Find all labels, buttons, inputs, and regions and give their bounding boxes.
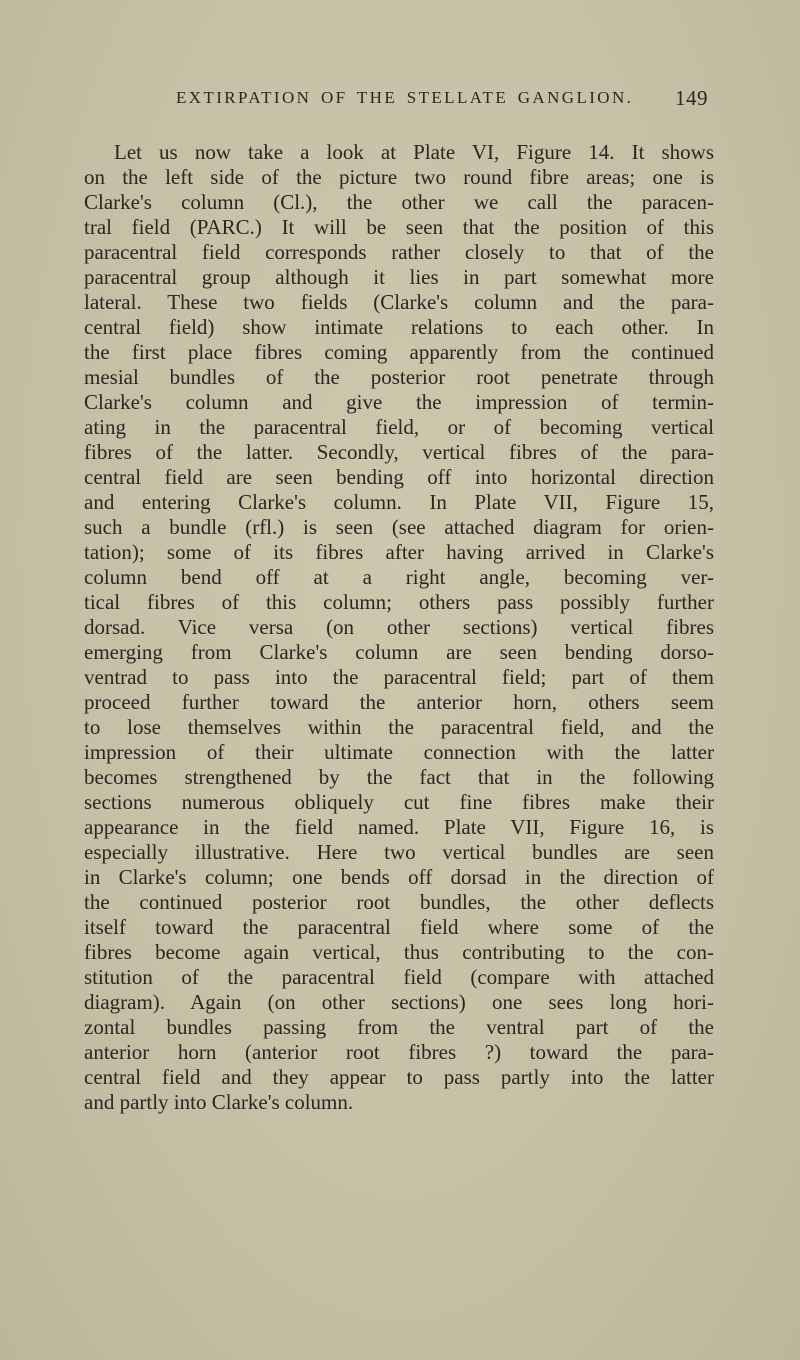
text-line: the first place fibres coming apparently from the continued [84, 340, 714, 364]
text-line: tical fibres of this column; others pass possibly further [84, 590, 714, 614]
text-line: and entering Clarke's column. In Plate VII, Figure 15, [84, 490, 714, 514]
page-header [176, 88, 708, 118]
body-paragraph [84, 140, 714, 1115]
text-line: zontal bundles passing from the ventral part of the [84, 1015, 714, 1039]
running-head: EXTIRPATION OF THE STELLATE GANGLION. [176, 88, 634, 107]
text-line: such a bundle (rfl.) is seen (see attached diagram for orien- [84, 515, 714, 539]
text-line: Clarke's column (Cl.), the other we call the paracen- [84, 190, 714, 214]
text-line: tation); some of its fibres after having arrived in Clarke's [84, 540, 714, 564]
text-line: emerging from Clarke's column are seen bending dorso- [84, 640, 714, 664]
text-line: in Clarke's column; one bends off dorsad in the direction of [84, 865, 714, 889]
text-line: central field are seen bending off into horizontal direction [84, 465, 714, 489]
text-line: paracentral field corresponds rather closely to that of the [84, 240, 714, 264]
text-line: ventrad to pass into the paracentral field; part of them [84, 665, 714, 689]
text-line: appearance in the field named. Plate VII, Figure 16, is [84, 815, 714, 839]
text-line: tral field (PARC.) It will be seen that the position of this [84, 215, 714, 239]
text-line: becomes strengthened by the fact that in the following [84, 765, 714, 789]
text-line: proceed further toward the anterior horn, others seem [84, 690, 714, 714]
text-line: mesial bundles of the posterior root penetrate through [84, 365, 714, 389]
text-line: ating in the paracentral field, or of becoming vertical [84, 415, 714, 439]
text-line: diagram). Again (on other sections) one sees long hori- [84, 990, 714, 1014]
text-line: impression of their ultimate connection with the latter [84, 740, 714, 764]
text-line: anterior horn (anterior root fibres ?) toward the para- [84, 1040, 714, 1064]
text-line: dorsad. Vice versa (on other sections) vertical fibres [84, 615, 714, 639]
text-line: especially illustrative. Here two vertical bundles are seen [84, 840, 714, 864]
text-line: the continued posterior root bundles, the other deflects [84, 890, 714, 914]
text-line: fibres become again vertical, thus contributing to the con- [84, 940, 714, 964]
page-number: 149 [675, 86, 708, 110]
text-line: to lose themselves within the paracentral field, and the [84, 715, 714, 739]
text-line: paracentral group although it lies in part somewhat more [84, 265, 714, 289]
text-line: sections numerous obliquely cut fine fibres make their [84, 790, 714, 814]
text-line: stitution of the paracentral field (compare with attached [84, 965, 714, 989]
text-line: column bend off at a right angle, becoming ver- [84, 565, 714, 589]
text-line: Clarke's column and give the impression of termin- [84, 390, 714, 414]
text-line: fibres of the latter. Secondly, vertical fibres of the para- [84, 440, 714, 464]
text-line: itself toward the paracentral field where some of the [84, 915, 714, 939]
text-line: central field) show intimate relations to each other. In [84, 315, 714, 339]
text-line: lateral. These two fields (Clarke's column and the para- [84, 290, 714, 314]
text-line: central field and they appear to pass partly into the latter [84, 1065, 714, 1089]
text-line: Let us now take a look at Plate VI, Figure 14. It shows [114, 140, 714, 164]
text-line: and partly into Clarke's column. [84, 1090, 354, 1114]
text-line: on the left side of the picture two round fibre areas; one is [84, 165, 714, 189]
